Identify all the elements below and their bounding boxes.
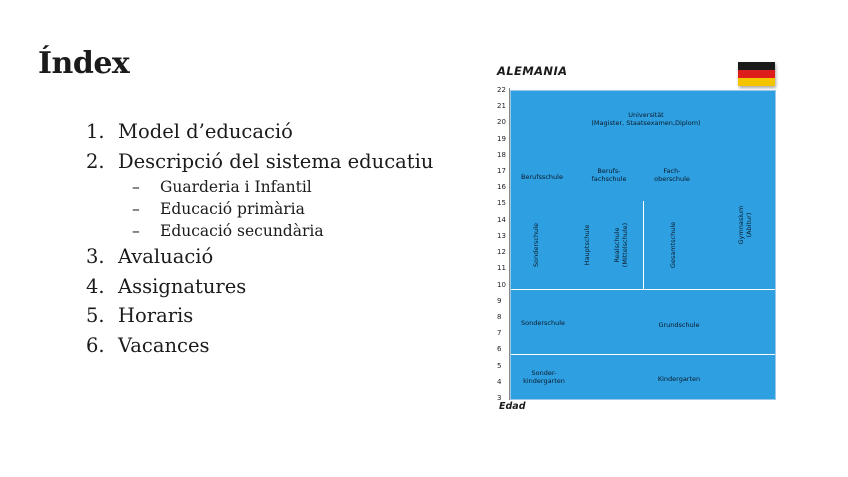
gymnasium-abitur-label: (Abitur) bbox=[745, 212, 753, 238]
age-tick: 13 bbox=[497, 231, 506, 240]
age-tick: 18 bbox=[497, 150, 506, 159]
list-item bbox=[86, 242, 456, 272]
list-subitem-label: Guarderia i Infantil bbox=[160, 178, 312, 196]
list-item-label: Assignatures bbox=[118, 274, 247, 298]
list-subitem bbox=[86, 220, 456, 242]
age-axis-label: Edad bbox=[499, 401, 526, 412]
flag-stripe-black bbox=[738, 62, 775, 70]
realschule-block bbox=[613, 215, 629, 275]
age-tick: 17 bbox=[497, 167, 506, 176]
age-axis bbox=[493, 86, 509, 402]
sonderschule-primary-label: Sonderschule bbox=[520, 319, 566, 327]
list-item-label: Horaris bbox=[118, 304, 194, 327]
list-item bbox=[86, 117, 456, 147]
list-item-number: 4. bbox=[86, 274, 105, 298]
kindergarten-label: Kindergarten bbox=[657, 375, 701, 383]
age-tick: 9 bbox=[497, 296, 502, 305]
list-item-number: 1. bbox=[86, 120, 105, 143]
berufsfachschule-label-2: fachschule bbox=[591, 175, 627, 183]
list-item-number: 6. bbox=[86, 333, 105, 357]
age-tick: 4 bbox=[497, 377, 502, 386]
age-tick: 19 bbox=[497, 134, 506, 143]
age-tick: 11 bbox=[497, 264, 506, 273]
age-tick: 10 bbox=[497, 280, 506, 289]
age-tick: 16 bbox=[497, 183, 506, 192]
list-item bbox=[86, 301, 456, 331]
berufsfachschule-block bbox=[584, 167, 634, 183]
grundschule-label: Grundschule bbox=[658, 321, 700, 329]
sonderkindergarten-label-1: Sonder- bbox=[531, 369, 557, 377]
list-item-number: 5. bbox=[86, 304, 105, 327]
berufsschule-label: Berufsschule bbox=[521, 173, 563, 181]
education-stages-panel bbox=[510, 90, 776, 400]
dash-bullet: – bbox=[132, 222, 140, 240]
age-tick: 3 bbox=[497, 394, 502, 402]
age-tick: 21 bbox=[497, 102, 506, 111]
dash-bullet: – bbox=[132, 200, 140, 218]
list-item bbox=[86, 147, 456, 177]
universitat-degrees-label: (Magister, Staatsexamen,Diplom) bbox=[591, 119, 701, 127]
berufsfachschule-label-1: Berufs- bbox=[597, 167, 621, 175]
hauptschule-label: Hauptschule bbox=[583, 224, 591, 266]
list-item-number: 3. bbox=[86, 245, 105, 268]
list-item bbox=[86, 331, 456, 361]
gesamtschule-label: Gesamtschule bbox=[669, 221, 677, 269]
age-tick: 5 bbox=[497, 361, 502, 370]
age-tick: 14 bbox=[497, 215, 506, 224]
list-subitem bbox=[86, 176, 456, 198]
realschule-label: Realschule bbox=[613, 227, 621, 263]
sonderkindergarten-label-2: kindergarten bbox=[523, 377, 565, 385]
list-item-label: Vacances bbox=[118, 333, 210, 357]
list-item-label: Descripció del sistema educatiu bbox=[118, 149, 434, 173]
flag-stripe-red bbox=[738, 70, 775, 78]
divider-secondary-primary bbox=[511, 289, 775, 290]
age-tick: 15 bbox=[497, 199, 506, 208]
realschule-mittelschule-label: (Mittelschule) bbox=[621, 222, 629, 268]
list-item bbox=[86, 272, 456, 302]
list-item-label: Model d’educació bbox=[118, 120, 293, 143]
divider-gesamtschule bbox=[643, 201, 644, 289]
universitat-label: Universität bbox=[628, 111, 664, 119]
fachoberschule-label-1: Fach- bbox=[663, 167, 681, 175]
list-item-label: Avaluació bbox=[118, 245, 214, 268]
list-subitem-label: Educació primària bbox=[160, 200, 305, 218]
list-subitem bbox=[86, 198, 456, 220]
slide-title: Índex bbox=[38, 46, 130, 81]
education-system-diagram bbox=[493, 60, 783, 420]
fachoberschule-label-2: oberschule bbox=[654, 175, 690, 183]
list-item-number: 2. bbox=[86, 149, 105, 173]
age-tick: 22 bbox=[497, 86, 506, 94]
sonderkindergarten-block bbox=[519, 369, 569, 385]
gymnasium-block bbox=[737, 195, 753, 255]
divider-primary-kindergarten bbox=[511, 354, 775, 355]
age-tick: 20 bbox=[497, 118, 506, 127]
age-tick: 12 bbox=[497, 248, 506, 257]
dash-bullet: – bbox=[132, 178, 140, 196]
list-subitem-label: Educació secundària bbox=[160, 222, 324, 240]
index-list bbox=[86, 117, 456, 360]
sonderschule-secondary-label: Sonderschule bbox=[532, 222, 540, 268]
age-tick: 6 bbox=[497, 345, 502, 354]
gymnasium-label: Gymnasium bbox=[737, 205, 745, 245]
age-tick: 8 bbox=[497, 312, 502, 321]
age-tick: 7 bbox=[497, 329, 502, 338]
germany-flag-icon bbox=[738, 62, 775, 86]
universitat-block bbox=[581, 111, 711, 127]
fachoberschule-block bbox=[647, 167, 697, 183]
flag-stripe-gold bbox=[738, 78, 775, 86]
country-label: ALEMANIA bbox=[497, 64, 568, 78]
